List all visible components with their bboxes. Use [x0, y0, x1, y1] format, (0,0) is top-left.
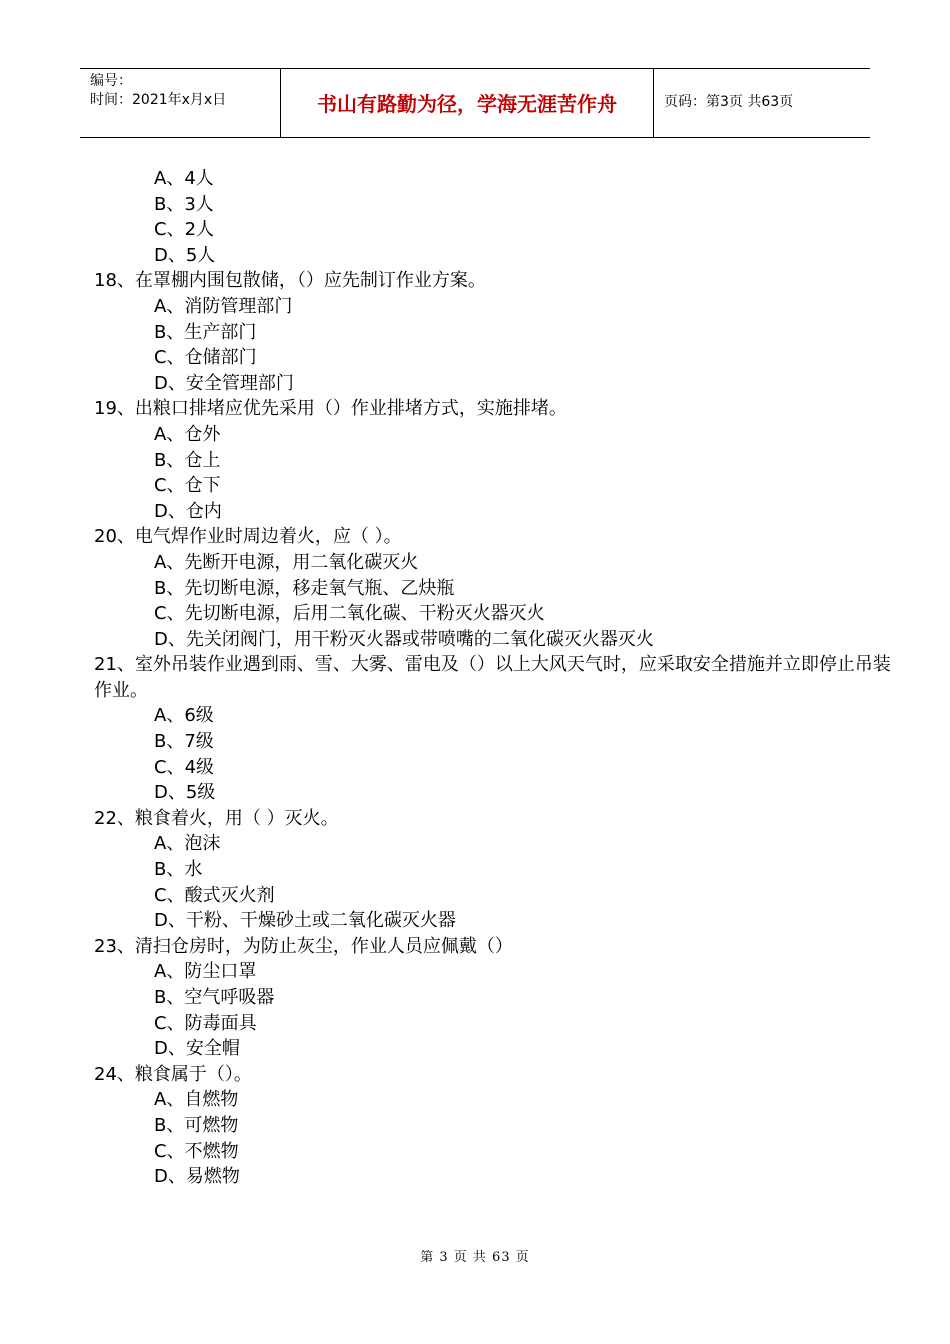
- option-d: D、安全管理部门: [154, 372, 294, 394]
- question-18: 18、在罩棚内围包散储，（）应先制订作业方案。: [94, 270, 486, 292]
- option-a: A、泡沫: [154, 833, 221, 855]
- option-c: C、防毒面具: [154, 1012, 257, 1034]
- header-page-info: 页码：第3页 共63页: [664, 94, 794, 110]
- question-list: [94, 166, 914, 1190]
- option-c: C、仓下: [154, 475, 221, 497]
- page-footer: 第 3 页 共 63 页: [420, 1250, 530, 1265]
- header-meta-cell: [80, 69, 281, 137]
- question-21: 21、室外吊装作业遇到雨、雪、大雾、雷电及（）以上大风天气时，应采取安全措施并立即停止吊装作业。: [94, 654, 891, 701]
- option-c: C、4级: [154, 756, 215, 778]
- option-a: A、消防管理部门: [154, 295, 293, 317]
- option-b: B、3人: [154, 193, 214, 215]
- option-d: D、干粉、干燥砂土或二氧化碳灭火器: [154, 910, 456, 932]
- header-motto: 书山有路勤为径，学海无涯苦作舟: [317, 92, 617, 116]
- option-b: B、仓上: [154, 449, 221, 471]
- question-19: 19、出粮口排堵应优先采用（）作业排堵方式，实施排堵。: [94, 398, 567, 420]
- option-d: D、5人: [154, 244, 216, 266]
- option-c: C、先切断电源，后用二氧化碳、干粉灭火器灭火: [154, 603, 545, 625]
- option-d: D、5级: [154, 782, 216, 804]
- question-23: 23、清扫仓房时，为防止灰尘，作业人员应佩戴（）: [94, 935, 513, 957]
- page-header: [80, 68, 870, 138]
- option-c: C、酸式灭火剂: [154, 884, 275, 906]
- question-20: 20、电气焊作业时周边着火，应（ ）。: [94, 526, 402, 548]
- option-b: B、可燃物: [154, 1114, 239, 1136]
- option-a: A、仓外: [154, 423, 221, 445]
- option-d: D、安全帽: [154, 1038, 240, 1060]
- document-time-label: 时间：2021年x月x日: [90, 92, 227, 108]
- option-a: A、防尘口罩: [154, 961, 257, 983]
- option-a: A、4人: [154, 168, 214, 189]
- option-d: D、先关闭阀门，用干粉灭火器或带喷嘴的二氧化碳灭火器灭火: [154, 628, 654, 650]
- option-d: D、易燃物: [154, 1166, 240, 1188]
- option-b: B、水: [154, 859, 203, 881]
- option-a: A、自燃物: [154, 1089, 239, 1111]
- option-b: B、7级: [154, 731, 214, 753]
- option-c: C、不燃物: [154, 1140, 239, 1162]
- question-24: 24、粮食属于（）。: [94, 1063, 252, 1085]
- header-page-cell: [654, 69, 870, 137]
- question-22: 22、粮食着火，用（ ）灭火。: [94, 807, 339, 829]
- option-a: A、6级: [154, 705, 214, 727]
- option-d: D、仓内: [154, 500, 222, 522]
- header-motto-cell: [281, 69, 654, 137]
- option-b: B、生产部门: [154, 321, 257, 343]
- document-number-label: 编号：: [90, 73, 132, 89]
- option-c: C、仓储部门: [154, 347, 257, 369]
- option-b: B、空气呼吸器: [154, 987, 275, 1008]
- option-c: C、2人: [154, 219, 215, 241]
- option-b: B、先切断电源，移走氧气瓶、乙炔瓶: [154, 577, 455, 599]
- option-a: A、先断开电源，用二氧化碳灭火: [154, 551, 419, 573]
